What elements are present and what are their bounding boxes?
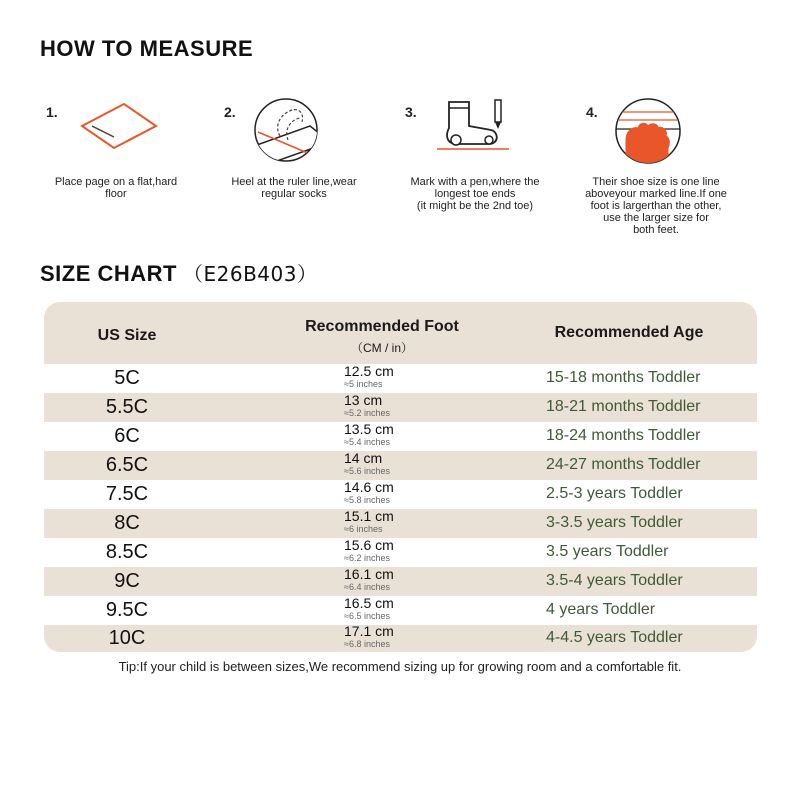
us-size-cell: 5.5C bbox=[105, 396, 149, 418]
recommended-age-cell: 3.5 years Toddler bbox=[546, 543, 669, 560]
recommended-age-cell: 24-27 months Toddler bbox=[546, 456, 701, 473]
foot-length-cm-cell: 13.5 cm bbox=[344, 421, 394, 437]
table-row bbox=[44, 393, 757, 422]
recommended-age-cell: 2.5-3 years Toddler bbox=[546, 485, 683, 502]
foot-length-inches-cell: ≈5.6 inches bbox=[344, 466, 390, 476]
sock-and-pen-icon bbox=[431, 96, 521, 161]
sizing-tip: Tip:If your child is between sizes,We recommend sizing up for growing room and a comfortable fit. bbox=[118, 659, 682, 674]
recommended-age-cell: 3.5-4 years Toddler bbox=[546, 572, 683, 589]
recommended-age-cell: 15-18 months Toddler bbox=[546, 369, 701, 386]
step-number: 4. bbox=[586, 104, 598, 120]
foot-length-inches-cell: ≈6.2 inches bbox=[344, 553, 390, 563]
us-size-cell: 10C bbox=[108, 627, 146, 649]
us-size-cell: 6.5C bbox=[105, 454, 149, 476]
step-number: 2. bbox=[224, 104, 236, 120]
step-number: 1. bbox=[46, 104, 58, 120]
size-chart-table bbox=[44, 302, 757, 652]
header-foot-units: （CM / in） bbox=[350, 341, 413, 355]
recommended-age-cell: 3-3.5 years Toddler bbox=[546, 514, 683, 531]
step-description: Mark with a pen,where the longest toe ends (it might be the 2nd toe) bbox=[410, 176, 540, 212]
table-header bbox=[44, 302, 757, 364]
foot-length-inches-cell: ≈5.8 inches bbox=[344, 495, 390, 505]
step-description: Their shoe size is one line aboveyour marked line.If one foot is largerthan the other, use the larger size for both feet. bbox=[585, 176, 727, 236]
foot-length-cm-cell: 14 cm bbox=[344, 450, 383, 466]
us-size-cell: 8C bbox=[114, 512, 140, 534]
us-size-cell: 6C bbox=[114, 425, 140, 447]
foot-length-cm-cell: 13 cm bbox=[344, 392, 383, 408]
foot-length-inches-cell: ≈5 inches bbox=[344, 379, 383, 389]
how-to-measure-title: HOW TO MEASURE bbox=[40, 36, 254, 61]
us-size-cell: 9C bbox=[114, 570, 140, 592]
table-row bbox=[44, 422, 757, 451]
size-chart-heading: SIZE CHART bbox=[40, 261, 177, 286]
table-row bbox=[44, 538, 757, 567]
foot-length-cm-cell: 16.1 cm bbox=[344, 566, 394, 582]
us-size-cell: 9.5C bbox=[105, 599, 149, 621]
us-size-cell: 5C bbox=[114, 367, 140, 389]
foot-length-cm-cell: 15.6 cm bbox=[344, 537, 394, 553]
foot-length-cm-cell: 14.6 cm bbox=[344, 479, 394, 495]
table-row bbox=[44, 596, 757, 625]
foot-length-inches-cell: ≈5.4 inches bbox=[344, 437, 390, 447]
recommended-age-cell: 18-24 months Toddler bbox=[546, 427, 701, 444]
step-description: Place page on a flat,hard floor bbox=[54, 176, 178, 200]
foot-length-cm-cell: 15.1 cm bbox=[344, 508, 394, 524]
recommended-age-cell: 18-21 months Toddler bbox=[546, 398, 701, 415]
step-number: 3. bbox=[405, 104, 417, 120]
foot-length-inches-cell: ≈5.2 inches bbox=[344, 408, 390, 418]
table-row bbox=[44, 364, 757, 393]
paper-on-floor-icon bbox=[72, 96, 192, 161]
foot-length-cm-cell: 12.5 cm bbox=[344, 363, 394, 379]
table-row bbox=[44, 567, 757, 596]
step-description: Heel at the ruler line,wear regular socks bbox=[231, 176, 357, 200]
recommended-age-cell: 4-4.5 years Toddler bbox=[546, 629, 683, 646]
foot-length-inches-cell: ≈6.4 inches bbox=[344, 582, 390, 592]
header-foot-label: Recommended Foot bbox=[305, 318, 459, 335]
table-row bbox=[44, 451, 757, 480]
foot-length-cm-cell: 16.5 cm bbox=[344, 595, 394, 611]
size-chart-title bbox=[40, 258, 317, 287]
header-us-size: US Size bbox=[97, 327, 157, 344]
recommended-age-cell: 4 years Toddler bbox=[546, 601, 656, 618]
us-size-cell: 8.5C bbox=[105, 541, 149, 563]
foot-length-inches-cell: ≈6.5 inches bbox=[344, 611, 390, 621]
toes-above-line-icon bbox=[612, 96, 692, 173]
foot-length-inches-cell: ≈6.8 inches bbox=[344, 639, 390, 649]
product-code: （E26B403） bbox=[183, 262, 318, 286]
header-recommended-foot bbox=[274, 318, 490, 356]
table-row bbox=[44, 509, 757, 538]
header-recommended-age: Recommended Age bbox=[554, 324, 704, 341]
heel-on-line-icon bbox=[250, 96, 330, 171]
foot-length-inches-cell: ≈6 inches bbox=[344, 524, 383, 534]
us-size-cell: 7.5C bbox=[105, 483, 149, 505]
foot-length-cm-cell: 17.1 cm bbox=[344, 623, 394, 639]
table-row bbox=[44, 624, 757, 652]
table-row bbox=[44, 480, 757, 509]
